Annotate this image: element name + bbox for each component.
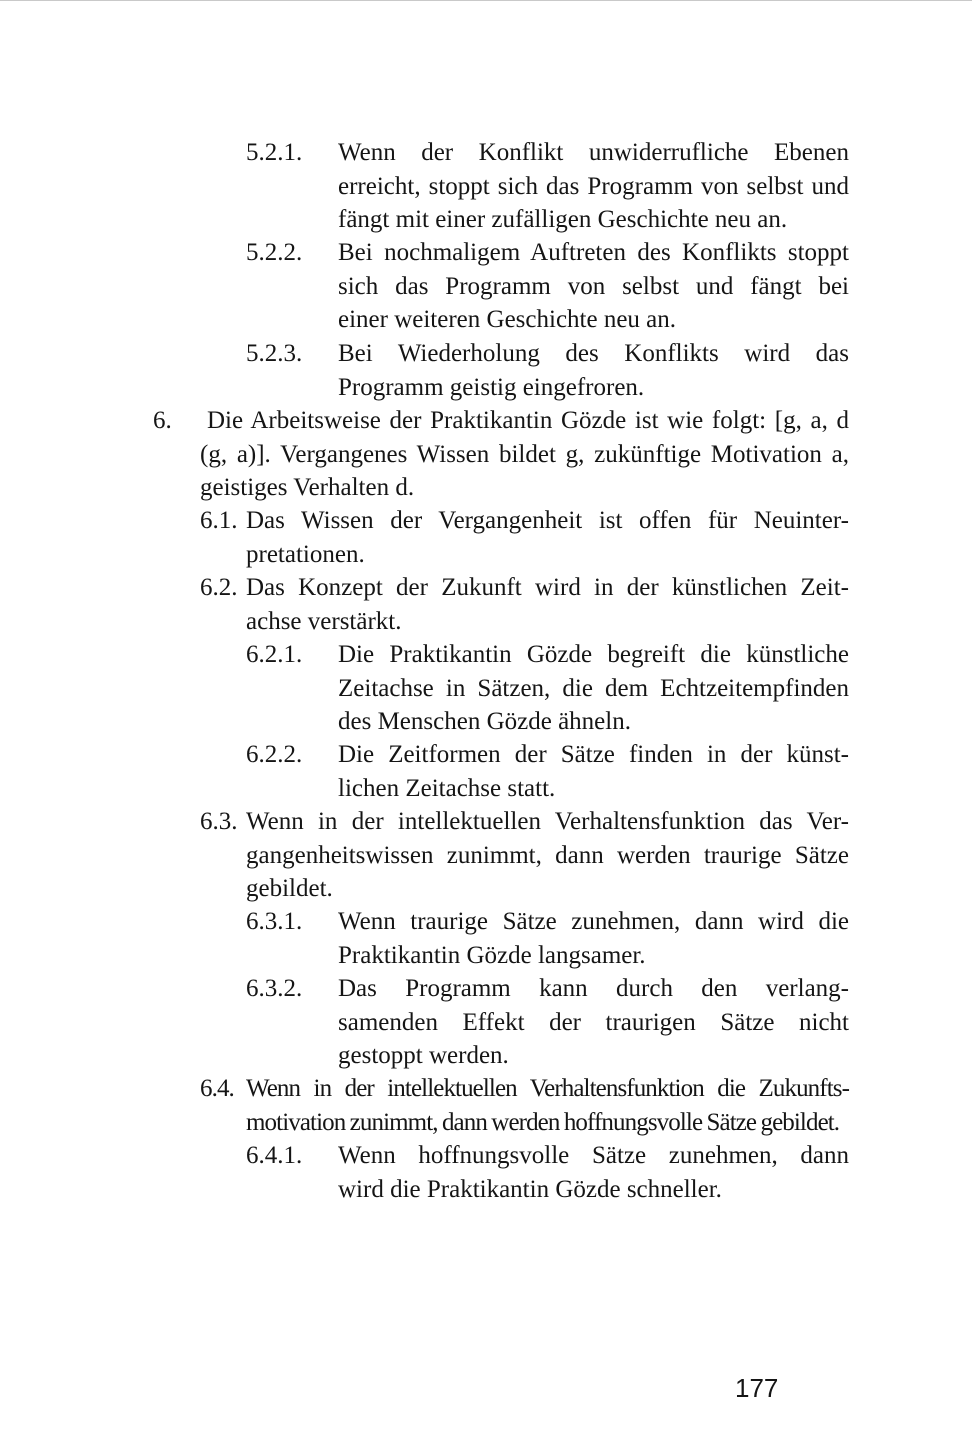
- text-line: Praktikantin Gözde langsamer.: [338, 941, 646, 969]
- text-line: samenden Effekt der traurigen Sätze nicht: [338, 1008, 849, 1036]
- text-line: Programm geistig eingefroren.: [338, 373, 645, 401]
- text-line: Das Programm kann durch den verlang-: [338, 975, 849, 1002]
- text-line: erreicht, stoppt sich das Programm von selbst und: [338, 172, 849, 200]
- list-item: [0, 404, 972, 505]
- text-line: Zeitachse in Sätzen, die dem Echtzeitempfinden: [338, 674, 849, 702]
- text-line: motivation zunimmt, dann werden hoffnungsvolle Sätze gebildet.: [246, 1108, 840, 1136]
- text-line: Die Arbeitsweise der Praktikantin Gözde ist wie folgt: [g, a, d: [207, 407, 849, 434]
- list-item: [0, 738, 972, 805]
- list-item: [0, 972, 972, 1073]
- item-number: 6.2.: [200, 574, 238, 601]
- list-item: [0, 236, 972, 337]
- item-number: 6.3.2.: [246, 975, 303, 1002]
- text-line: (g, a)]. Vergangenes Wissen bildet g, zukünftige Motivation a,: [200, 440, 849, 468]
- item-number: 6.3.: [200, 808, 238, 835]
- list-item: [0, 1072, 972, 1139]
- text-line: Wenn hoffnungsvolle Sätze zunehmen, dann: [338, 1142, 849, 1169]
- item-number: 6.3.1.: [246, 908, 303, 935]
- text-line: sich das Programm von selbst und fängt bei: [338, 272, 849, 300]
- item-number: 5.2.2.: [246, 239, 303, 266]
- list-item: [0, 905, 972, 972]
- item-number: 5.2.3.: [246, 340, 303, 367]
- text-line: lichen Zeitachse statt.: [338, 774, 556, 802]
- list-item: [0, 337, 972, 404]
- text-line: Die Zeitformen der Sätze finden in der künst-: [338, 741, 849, 768]
- text-line: geistiges Verhalten d.: [200, 474, 415, 501]
- item-number: 6.4.1.: [246, 1142, 303, 1169]
- text-line: des Menschen Gözde ähneln.: [338, 708, 631, 735]
- text-line: Bei Wiederholung des Konflikts wird das: [338, 340, 849, 367]
- text-line: gebildet.: [246, 875, 333, 902]
- list-item: [0, 504, 972, 571]
- text-line: Bei nochmaligem Auftreten des Konflikts stoppt: [338, 239, 849, 266]
- text-line: fängt mit einer zufälligen Geschichte neu an.: [338, 206, 788, 233]
- text-line: gestoppt werden.: [338, 1042, 509, 1069]
- item-number: 6.2.2.: [246, 741, 303, 768]
- text-line: achse verstärkt.: [246, 607, 402, 635]
- item-number: 6.4.: [200, 1075, 234, 1102]
- text-line: wird die Praktikantin Gözde schneller.: [338, 1175, 722, 1203]
- page-number: 177: [735, 1373, 779, 1403]
- text-line: Wenn in der intellektuellen Verhaltensfunktion die Zukunfts-: [246, 1075, 849, 1102]
- list-item: [0, 136, 972, 237]
- text-line: Wenn traurige Sätze zunehmen, dann wird die: [338, 908, 849, 935]
- item-number: 6.: [153, 407, 172, 434]
- list-item: [0, 805, 972, 906]
- text-line: pretationen.: [246, 540, 365, 568]
- list-item: [0, 571, 972, 638]
- text-line: Das Wissen der Vergangenheit ist offen für Neuinter-: [246, 507, 849, 534]
- text-line: Die Praktikantin Gözde begreift die künstliche: [338, 641, 849, 668]
- item-number: 6.2.1.: [246, 641, 303, 668]
- text-line: gangenheitswissen zunimmt, dann werden traurige Sätze: [246, 841, 849, 869]
- text-line: Das Konzept der Zukunft wird in der künstlichen Zeit-: [246, 574, 849, 601]
- item-number: 5.2.1.: [246, 139, 303, 166]
- text-line: einer weiteren Geschichte neu an.: [338, 306, 677, 333]
- text-line: Wenn der Konflikt unwiderrufliche Ebenen: [338, 139, 849, 166]
- list-item: [0, 638, 972, 739]
- item-number: 6.1.: [200, 507, 238, 534]
- list-item: [0, 1139, 972, 1206]
- text-line: Wenn in der intellektuellen Verhaltensfunktion das Ver-: [246, 808, 849, 835]
